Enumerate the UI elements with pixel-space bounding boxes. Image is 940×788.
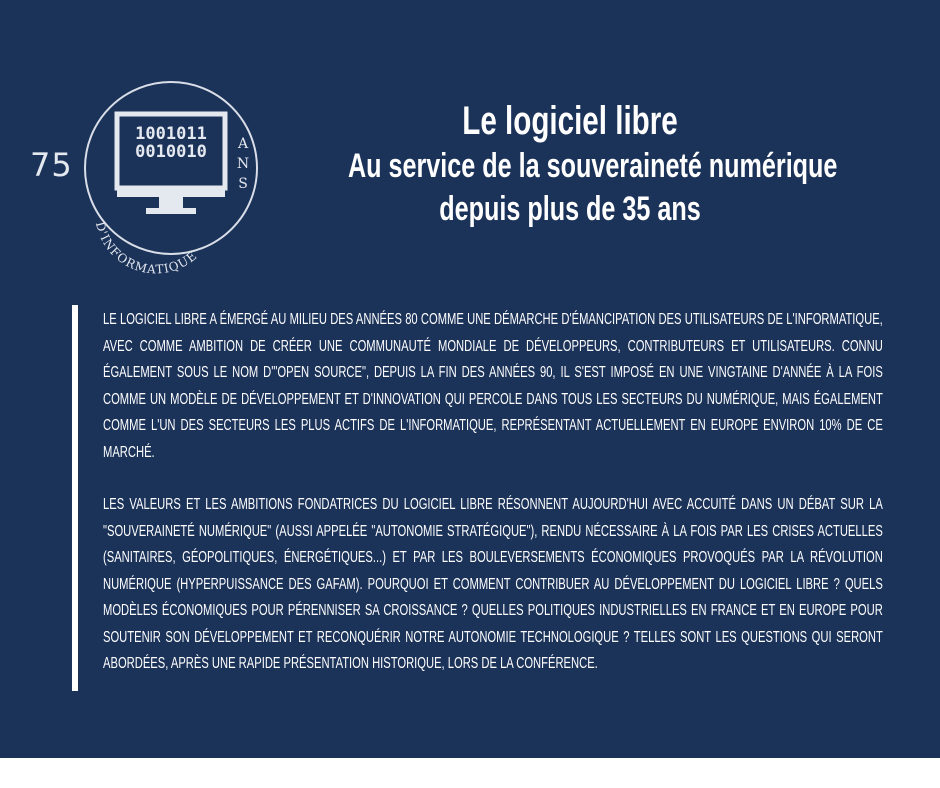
monitor-base-icon <box>117 188 225 197</box>
logo-binary-top: 1001011 <box>135 124 207 144</box>
logo-arc-text: D'INFORMATIQUE <box>92 220 200 277</box>
bottom-strip <box>0 758 940 788</box>
logo-binary-code <box>123 125 219 161</box>
description-paragraph-2: LES VALEURS ET LES AMBITIONS FONDATRICES DU LOGICIEL LIBRE RÉSONNENT AUJOURD'HUI AVEC ACCUITÉ DANS UN DÉBAT SUR LA "SOUVERAINETÉ NUMÉRIQUE" (AUSSI APPELÉE "AUTONOMIE STRATÉGIQUE"), RENDU NÉCESSAIRE À LA FOIS PAR LES CRISES ACTUELLES (SANITAIRES, GÉOPOLITIQUES, ÉNERGÉTIQUES...) ET PAR LES BOULEVERSEMENTS ÉCONOMIQUES PROVOQUÉS PAR LA RÉVOLUTION NUMÉRIQUE (HYPERPUISSANCE DES GAFAM). POURQUOI ET COMMENT CONTRIBUER AU DÉVELOPPEMENT DU LOGICIEL LIBRE ? QUELS MODÈLES ÉCONOMIQUES POUR PÉRENNISER SA CROISSANCE ? QUELLES POLITIQUES INDUSTRIELLES EN FRANCE ET EN EUROPE POUR SOUTENIR SON DÉVELOPPEMENT ET RECONQUÉRIR NOTRE AUTONOMIE TECHNOLOGIQUE ? TELLES SONT LES QUESTIONS QUI SERONT ABORDÉES, APRÈS UNE RAPIDE PRÉSENTATION HISTORIQUE, LORS DE LA CONFÉRENCE. <box>103 496 883 672</box>
quote-bar <box>72 305 78 691</box>
monitor-stand-icon <box>159 197 183 209</box>
page-title <box>270 97 870 231</box>
logo-binary-bottom: 0010010 <box>135 142 207 162</box>
logo-circle <box>85 82 257 254</box>
title-subtitle-second-line: depuis plus de 35 ans <box>439 190 701 228</box>
title-main: Le logiciel libre <box>462 99 678 143</box>
logo-side-text: ANS <box>236 136 250 192</box>
description-paragraph-1: LE LOGICIEL LIBRE A ÉMERGÉ AU MILIEU DES ANNÉES 80 COMME UNE DÉMARCHE D'ÉMANCIPATION DES UTILISATEURS DE L'INFORMATIQUE, AVEC COMME AMBITION DE CRÉER UNE COMMUNAUTÉ MONDIALE DE DÉVELOPPEURS, CONTRIBUTEURS ET UTILISATEURS. CONNU ÉGALEMENT SOUS LE NOM D'"OPEN SOURCE", DEPUIS LA FIN DES ANNÉES 90, IL S'EST IMPOSÉ EN UNE VINGTAINE D'ANNÉE À LA FOIS COMME UN MODÈLE DE DÉVELOPPEMENT ET D'INNOVATION QUI PERCOLE DANS TOUS LES SECTEURS DU NUMÉRIQUE, MAIS ÉGALEMENT COMME L'UN DES SECTEURS LES PLUS ACTIFS DE L'INFORMATIQUE, REPRÉSENTANT ACTUELLEMENT EN EUROPE ENVIRON 10% DE CE MARCHÉ. <box>103 311 883 461</box>
logo-number: 75 <box>30 146 73 184</box>
title-subtitle: Au service de la souveraineté numérique <box>348 147 838 185</box>
anniversary-logo <box>26 78 262 277</box>
monitor-foot-icon <box>146 208 196 214</box>
description-text <box>103 307 883 678</box>
